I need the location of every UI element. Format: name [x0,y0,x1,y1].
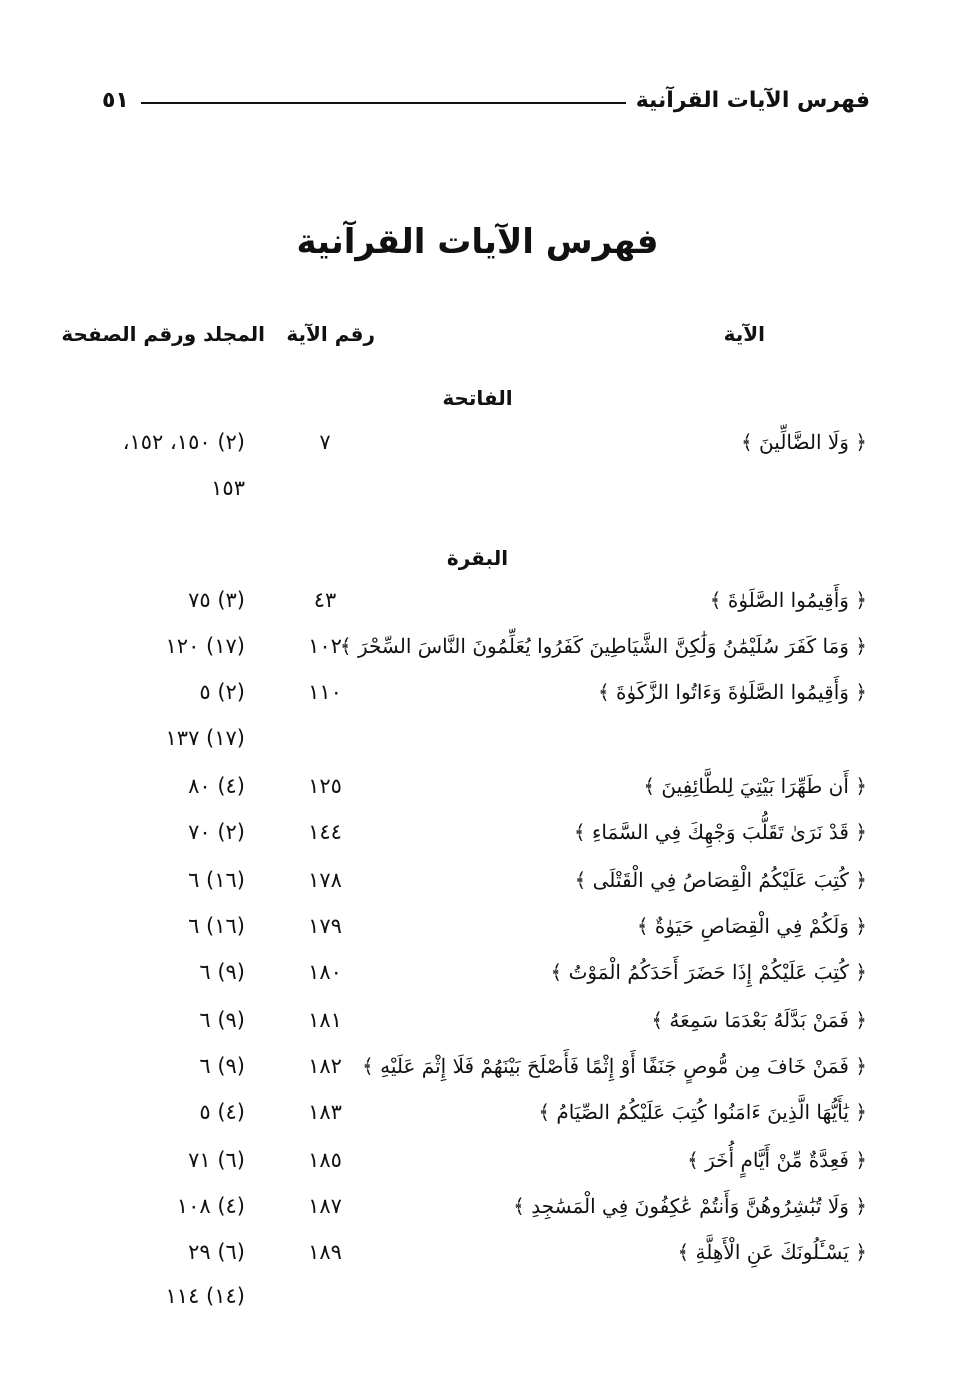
verse-number: ١٨٧ [308,1194,342,1218]
verse-number: ١٧٨ [308,868,342,892]
volume-page: (١٦) ٦ [188,914,245,938]
page-number: ٥١ [102,87,129,113]
table-row [0,1234,955,1274]
table-row [0,862,955,902]
volume-page: (٣) ٧٥ [188,588,245,612]
verse-number: ٤٣ [313,588,337,612]
volume-page: (٤) ٨٠ [188,774,245,798]
table-row [0,1094,955,1134]
verse-text: ﴿ وَلَا تُبَٰشِرُوهُنَّ وَأَنتُمْ عَٰكِفُونَ فِي الْمَسَٰجِدِ ﴾ [513,1194,867,1218]
verse-text: ﴿ وَلَا الضَّالِّينَ ﴾ [740,430,867,454]
verse-number: ١٧٩ [308,914,342,938]
verse-text: ﴿ يَسْـَٔلُونَكَ عَنِ الْأَهِلَّةِ ﴾ [677,1240,867,1264]
table-row [0,1048,955,1088]
volume-page: (٤) ١٠٨ [176,1194,245,1218]
verse-number: ١٢٥ [308,774,342,798]
volume-page: (١٤) ١١٤ [165,1284,245,1308]
verse-text: ﴿ قَدْ نَرَىٰ تَقَلُّبَ وَجْهِكَ فِي السَّمَاءِ ﴾ [573,820,867,844]
volume-page: (٩) ٦ [199,1008,245,1032]
volume-page: (٢) ٧٠ [188,820,245,844]
volume-page: (٢) ٥ [199,680,245,704]
verse-text: ﴿ كُتِبَ عَلَيْكُمْ إِذَا حَضَرَ أَحَدَكُمُ الْمَوْتُ ﴾ [550,960,867,984]
verse-text: ﴿ فَمَنْ بَدَّلَهُ بَعْدَمَا سَمِعَهُ ﴾ [651,1008,867,1032]
table-row [0,582,955,622]
table-row [0,1002,955,1042]
surah-heading: الفاتحة [442,386,513,410]
verse-number: ١٨٥ [308,1148,342,1172]
running-title: فهرس الآيات القرآنية [635,87,870,113]
table-row [0,954,955,994]
volume-page: (١٦) ٦ [188,868,245,892]
verse-text: ﴿ وَأَقِيمُوا الصَّلَوٰةَ وَءَاتُوا الزَّكَوٰةَ ﴾ [597,680,867,704]
verse-number: ١٨٣ [308,1100,342,1124]
volume-page: (٦) ٢٩ [188,1240,245,1264]
table-row [0,1142,955,1182]
volume-page: (٤) ٥ [199,1100,245,1124]
verse-text: ﴿ فَعِدَّةٌ مِّنْ أَيَّامٍ أُخَرَ ﴾ [687,1148,867,1172]
volume-page: (٩) ٦ [199,1054,245,1078]
table-row [0,720,955,760]
header-rule [141,102,626,104]
table-row [0,674,955,714]
column-header-verse: الآية [723,322,765,346]
verse-text: ﴿ أَن طَهِّرَا بَيْتِيَ لِلطَّائِفِينَ ﴾ [643,774,867,798]
page-title: فهرس الآيات القرآنية [296,222,659,262]
table-row [0,908,955,948]
verse-number: ١٤٤ [308,820,342,844]
volume-page: (٢) ١٥٠، ١٥٢، [122,430,245,454]
running-header [102,82,870,118]
volume-page: (٦) ٧١ [188,1148,245,1172]
verse-text: ﴿ كُتِبَ عَلَيْكُمُ الْقِصَاصُ فِي الْقَتْلَى ﴾ [574,868,867,892]
volume-page: (١٧) ١٣٧ [165,726,245,750]
verse-number: ١١٠ [308,680,342,704]
table-row [0,814,955,854]
verse-number: ١٠٢ [308,634,342,658]
table-row [0,424,955,464]
column-headers [0,322,955,362]
verse-text: ﴿ وَمَا كَفَرَ سُلَيْمَٰنُ وَلَٰكِنَّ الشَّيَاطِينَ كَفَرُوا يُعَلِّمُونَ النَّاسَ السِّحْرَ ﴾ [339,634,867,658]
verse-number: ١٨٠ [308,960,342,984]
verse-text: ﴿ وَلَكُمْ فِي الْقِصَاصِ حَيَوٰةٌ ﴾ [636,914,867,938]
surah-heading: البقرة [446,546,509,570]
table-row [0,1278,955,1318]
verse-number: ١٨٢ [308,1054,342,1078]
table-row [0,470,955,510]
table-row [0,768,955,808]
verse-number: ٧ [319,430,331,454]
verse-number: ١٨١ [308,1008,342,1032]
volume-page: (١٧) ١٢٠ [165,634,245,658]
verse-text: ﴿ يَٰأَيُّهَا الَّذِينَ ءَامَنُوا كُتِبَ عَلَيْكُمُ الصِّيَامُ ﴾ [538,1100,867,1124]
volume-page: ١٥٣ [211,476,245,500]
table-row [0,628,955,668]
verse-text: ﴿ فَمَنْ خَافَ مِن مُّوصٍ جَنَفًا أَوْ إِثْمًا فَأَصْلَحَ بَيْنَهُمْ فَلَا إِثْمَ عَلَيْهِ ﴾ [362,1054,867,1078]
verse-text: ﴿ وَأَقِيمُوا الصَّلَوٰةَ ﴾ [709,588,867,612]
column-header-volume-page: المجلد ورقم الصفحة [61,322,265,346]
table-row [0,1188,955,1228]
column-header-verse-number: رقم الآية [286,322,375,346]
volume-page: (٩) ٦ [199,960,245,984]
verse-number: ١٨٩ [308,1240,342,1264]
